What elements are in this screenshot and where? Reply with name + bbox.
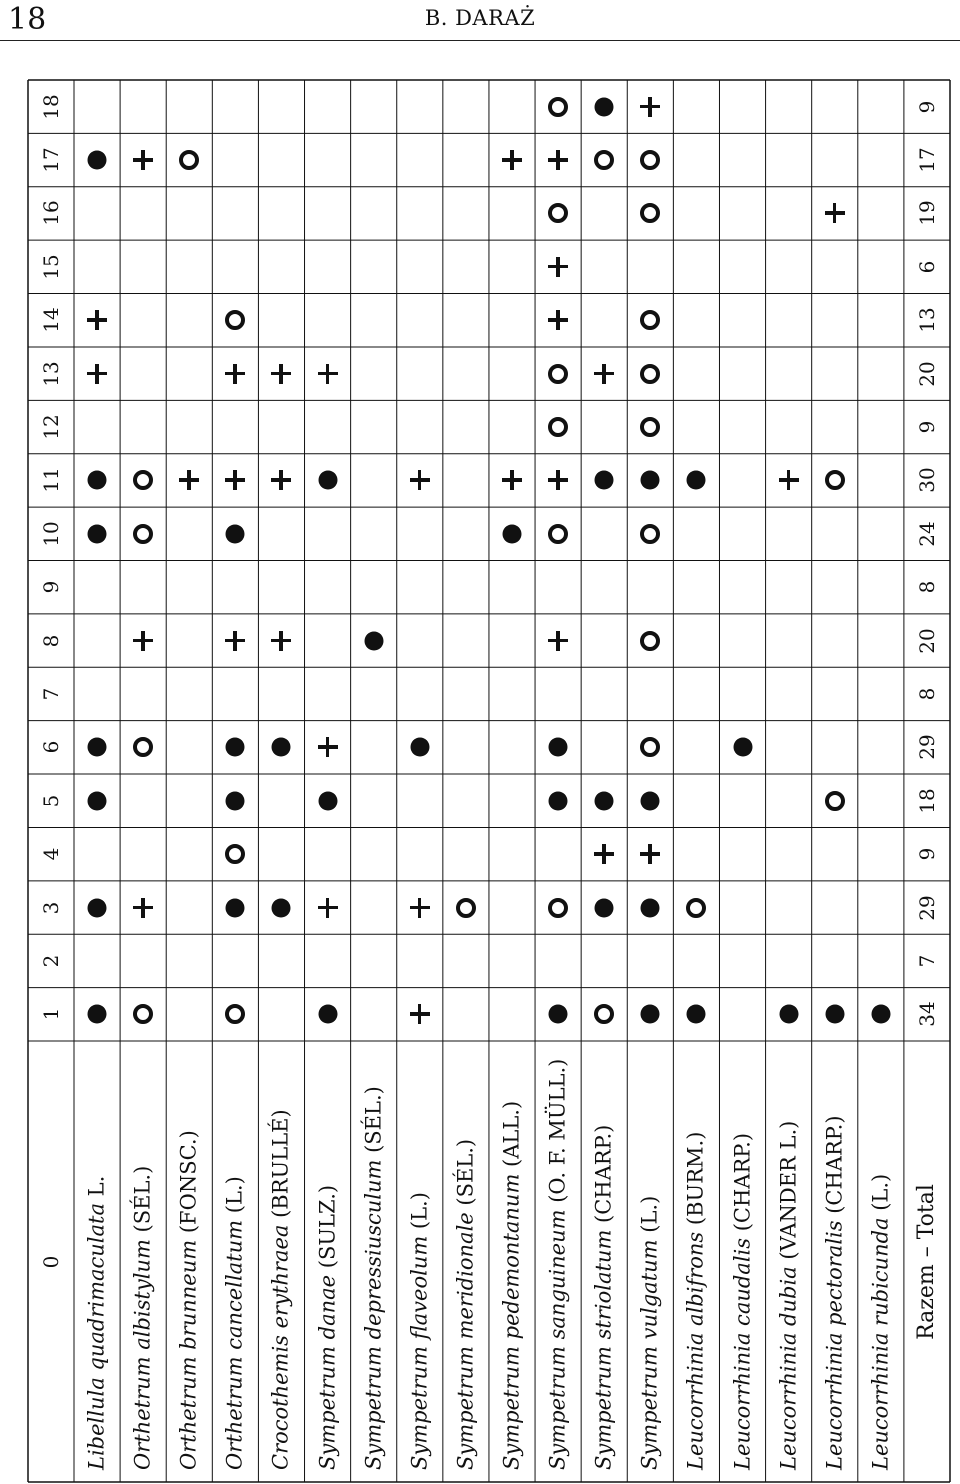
column-header: 17 (39, 147, 63, 173)
total-value: 29 (914, 894, 939, 921)
total-value: 7 (914, 954, 939, 968)
species-name (409, 1192, 430, 1470)
filled-circle-mark (779, 1005, 798, 1024)
total-value: 18 (914, 788, 939, 814)
plus-mark (133, 150, 153, 170)
open-circle-mark (640, 310, 660, 330)
total-value: 8 (914, 580, 939, 594)
plus-mark (318, 364, 338, 384)
plus-mark (318, 898, 338, 918)
plus-mark (779, 470, 799, 490)
open-circle-mark (133, 1004, 153, 1024)
total-row-label: Razem – Total (913, 1183, 939, 1340)
filled-circle-mark (88, 1005, 107, 1024)
species-name (130, 1165, 155, 1470)
total-value: 8 (914, 687, 939, 701)
species-author: (SÉL.) (453, 1138, 478, 1206)
open-circle-mark (594, 150, 614, 170)
filled-circle-mark (687, 1005, 706, 1024)
column-header: 18 (39, 93, 63, 120)
filled-circle-mark (88, 471, 107, 490)
plus-mark (502, 470, 522, 490)
species-genus: Leucorrhinia caudalis (730, 1231, 755, 1470)
plus-mark (271, 631, 291, 651)
open-circle-mark (640, 364, 660, 384)
open-circle-mark (640, 417, 660, 437)
filled-circle-mark (318, 471, 337, 490)
column-header: 7 (39, 687, 63, 701)
filled-circle-mark (641, 898, 660, 917)
open-circle-mark (225, 844, 245, 864)
plus-mark (87, 310, 107, 330)
open-circle-mark (133, 737, 153, 757)
open-circle-mark (548, 898, 568, 918)
filled-circle-mark (641, 471, 660, 490)
species-author: (L.) (637, 1195, 662, 1233)
open-circle-mark (179, 150, 199, 170)
filled-circle-mark (88, 738, 107, 757)
species-genus: Orthetrum cancellatum (222, 1213, 247, 1470)
filled-circle-mark (825, 1005, 844, 1024)
species-genus: Crocothemis erythraea (268, 1217, 293, 1470)
filled-circle-mark (687, 471, 706, 490)
species-author: (CHARP.) (591, 1124, 616, 1223)
open-circle-mark (825, 470, 845, 490)
species-name (317, 1185, 338, 1470)
species-genus: Sympetrum pedemontanum (499, 1166, 524, 1470)
species-author: (ALL.) (499, 1100, 524, 1167)
filled-circle-mark (595, 471, 614, 490)
species-name (455, 1139, 476, 1470)
total-value: 9 (914, 100, 939, 114)
column-header: 8 (39, 634, 63, 647)
species-author: (L.) (407, 1192, 432, 1230)
total-value: 13 (914, 307, 939, 333)
filled-circle-mark (595, 898, 614, 917)
filled-circle-mark (318, 791, 337, 810)
filled-circle-mark (549, 1005, 568, 1024)
filled-circle-mark (272, 738, 291, 757)
species-genus: Orthetrum brunneum (176, 1233, 201, 1470)
plus-mark (548, 631, 568, 651)
filled-circle-mark (595, 97, 614, 116)
filled-circle-mark (733, 738, 752, 757)
plus-mark (548, 310, 568, 330)
total-value: 24 (914, 521, 939, 547)
plus-mark (594, 364, 614, 384)
filled-circle-mark (88, 524, 107, 543)
species-name (545, 1058, 570, 1470)
plus-mark (271, 470, 291, 490)
species-name (778, 1121, 799, 1470)
total-value: 17 (914, 147, 939, 173)
species-author: (VANDER L.) (776, 1120, 801, 1260)
plus-mark (410, 470, 430, 490)
plus-mark (179, 470, 199, 490)
plus-mark (271, 364, 291, 384)
filled-circle-mark (641, 791, 660, 810)
plus-mark (640, 844, 660, 864)
column-header: 1 (39, 1007, 63, 1021)
species-genus: Sympetrum flaveolum (407, 1229, 432, 1470)
open-circle-mark (225, 310, 245, 330)
column-header: 11 (39, 467, 63, 494)
filled-circle-mark (88, 791, 107, 810)
total-value: 20 (914, 360, 939, 387)
species-author: L. (84, 1175, 109, 1197)
plus-mark (318, 737, 338, 757)
column-header: 4 (39, 847, 63, 861)
total-value: 29 (914, 734, 939, 761)
species-author: (CHARP.) (822, 1115, 847, 1214)
column-header: 9 (39, 580, 63, 594)
plus-mark (133, 898, 153, 918)
total-value: 34 (914, 1001, 939, 1028)
filled-circle-mark (272, 898, 291, 917)
species-author: (SULZ.) (315, 1184, 340, 1269)
plus-mark (548, 150, 568, 170)
species-genus: Sympetrum meridionale (453, 1205, 478, 1470)
species-name (870, 1174, 891, 1470)
filled-circle-mark (364, 631, 383, 650)
species-genus: Sympetrum danae (315, 1268, 340, 1470)
species-name (499, 1100, 524, 1470)
open-circle-mark (640, 737, 660, 757)
filled-circle-mark (871, 1005, 890, 1024)
column-header: 14 (39, 307, 63, 333)
species-name (637, 1195, 662, 1470)
filled-circle-mark (318, 1005, 337, 1024)
species-name (268, 1109, 293, 1470)
open-circle-mark (640, 631, 660, 651)
column-header: 12 (39, 414, 63, 440)
open-circle-mark (640, 203, 660, 223)
total-value: 9 (914, 847, 939, 861)
column-header: 10 (39, 521, 63, 547)
column-header: 6 (39, 740, 63, 754)
total-value: 30 (914, 467, 939, 494)
plus-mark (825, 203, 845, 223)
total-value: 6 (914, 260, 939, 274)
filled-circle-mark (226, 791, 245, 810)
species-name (824, 1115, 845, 1470)
species-name (363, 1086, 384, 1470)
open-circle-mark (594, 1004, 614, 1024)
open-circle-mark (225, 1004, 245, 1024)
species-author: (FONSC.) (176, 1130, 201, 1234)
plus-mark (225, 631, 245, 651)
open-circle-mark (686, 898, 706, 918)
plus-mark (133, 631, 153, 651)
open-circle-mark (456, 898, 476, 918)
open-circle-mark (548, 97, 568, 117)
plus-mark (225, 364, 245, 384)
total-value: 9 (914, 420, 939, 434)
running-head-author: B. DARAŻ (424, 6, 536, 30)
species-genus: Sympetrum depressiusculum (361, 1152, 386, 1470)
filled-circle-mark (410, 738, 429, 757)
filled-circle-mark (595, 791, 614, 810)
column-header: 16 (39, 200, 63, 227)
species-author: (CHARP.) (730, 1132, 755, 1232)
filled-circle-mark (226, 898, 245, 917)
species-author: (O. F. MÜLL.) (545, 1058, 570, 1203)
plus-mark (548, 257, 568, 277)
open-circle-mark (640, 524, 660, 544)
open-circle-mark (548, 524, 568, 544)
species-author: (L.) (868, 1173, 893, 1211)
plus-mark (410, 1004, 430, 1024)
species-genus: Leucorrhinia albifrons (683, 1225, 708, 1470)
filled-circle-mark (226, 524, 245, 543)
species-genus: Leucorrhinia pectoralis (822, 1213, 847, 1470)
open-circle-mark (548, 203, 568, 223)
plus-mark (594, 844, 614, 864)
species-genus: Leucorrhinia rubicunda (868, 1210, 893, 1470)
filled-circle-mark (549, 738, 568, 757)
species-name (176, 1130, 201, 1470)
species-author: (L.) (222, 1176, 247, 1214)
species-genus: Sympetrum striolatum (591, 1222, 616, 1470)
column-header: 13 (39, 360, 63, 387)
open-circle-mark (133, 524, 153, 544)
plus-mark (640, 97, 660, 117)
column-header: 3 (39, 901, 63, 914)
total-value: 20 (914, 627, 939, 654)
column-header-zero: 0 (39, 1255, 63, 1268)
species-genus: Leucorrhinia dubia (776, 1259, 801, 1470)
species-genus: Libellula quadrimaculata (84, 1196, 109, 1470)
filled-circle-mark (549, 791, 568, 810)
plus-mark (87, 364, 107, 384)
filled-circle-mark (88, 898, 107, 917)
plus-mark (410, 898, 430, 918)
filled-circle-mark (503, 524, 522, 543)
plus-mark (548, 470, 568, 490)
species-author: (BURM.) (683, 1131, 708, 1226)
species-author: (SÉL.) (361, 1086, 386, 1153)
species-author: (SÉL.) (130, 1165, 155, 1233)
species-name (683, 1131, 708, 1470)
column-header: 15 (39, 254, 63, 280)
species-name (732, 1133, 753, 1470)
total-value: 19 (914, 200, 939, 227)
open-circle-mark (825, 791, 845, 811)
column-header: 2 (39, 954, 63, 968)
species-name (84, 1175, 109, 1470)
page-number: 18 (8, 2, 47, 37)
plus-mark (225, 470, 245, 490)
filled-circle-mark (88, 151, 107, 170)
species-genus: Sympetrum vulgatum (637, 1232, 662, 1470)
open-circle-mark (548, 364, 568, 384)
species-name (222, 1176, 247, 1470)
open-circle-mark (133, 470, 153, 490)
filled-circle-mark (641, 1005, 660, 1024)
column-header: 5 (39, 794, 63, 808)
plus-mark (502, 150, 522, 170)
filled-circle-mark (226, 738, 245, 757)
open-circle-mark (548, 417, 568, 437)
species-author: (BRULLÉ) (268, 1109, 293, 1218)
species-genus: Sympetrum sanguineum (545, 1202, 570, 1470)
open-circle-mark (640, 150, 660, 170)
species-name (591, 1124, 616, 1470)
species-genus: Orthetrum albistylum (130, 1232, 155, 1470)
